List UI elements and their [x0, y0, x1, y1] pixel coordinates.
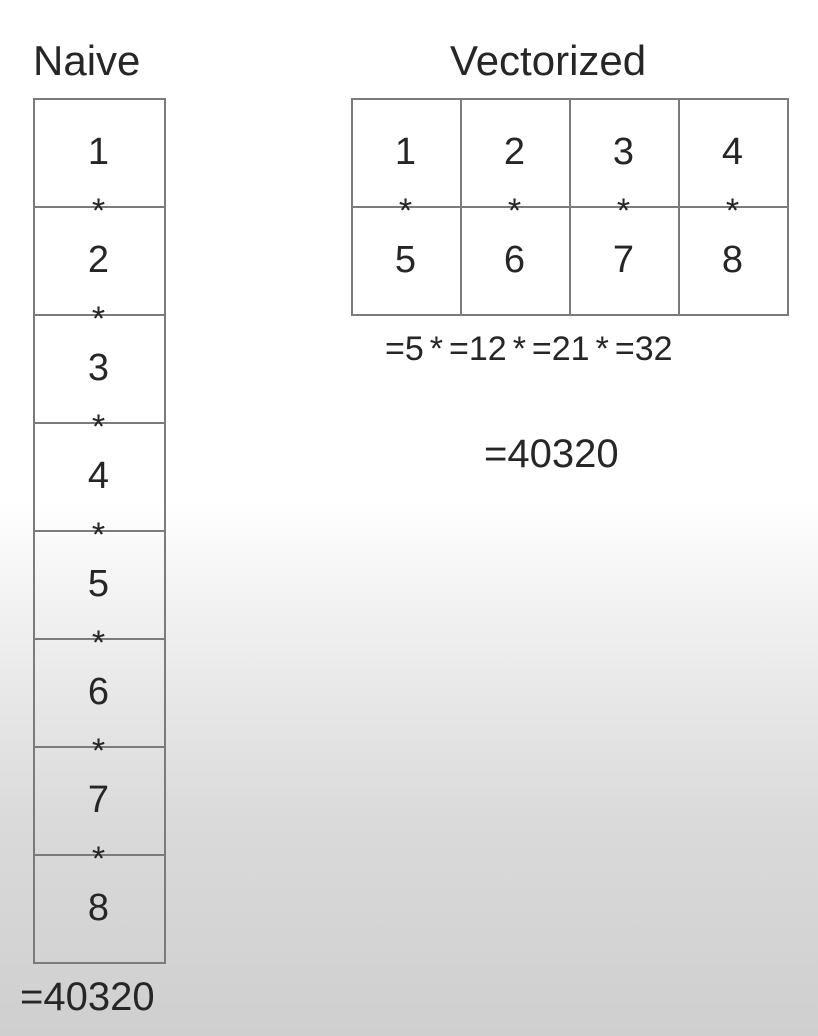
vector-col-divider	[351, 98, 353, 314]
naive-result: =40320	[20, 975, 155, 1019]
vector-bottom-value-5: 5	[394, 239, 417, 281]
partial-operator-1: *	[429, 330, 443, 368]
naive-operator: *	[91, 840, 106, 878]
vector-col-divider	[460, 98, 462, 314]
naive-value-8: 8	[87, 887, 110, 929]
partial-product-3: =21	[531, 330, 590, 368]
vector-bottom-value-6: 6	[503, 239, 526, 281]
naive-operator: *	[91, 732, 106, 770]
naive-value-7: 7	[87, 779, 110, 821]
naive-border-top	[33, 98, 166, 100]
vector-border-bottom	[351, 314, 789, 316]
vector-top-value-3: 3	[612, 131, 635, 173]
vector-bottom-value-8: 8	[721, 239, 744, 281]
naive-operator: *	[91, 624, 106, 662]
naive-value-4: 4	[87, 455, 110, 497]
naive-operator: *	[91, 516, 106, 554]
vector-col-divider	[787, 98, 789, 314]
partial-product-4: =32	[614, 330, 673, 368]
partial-product-1: =5	[385, 330, 424, 368]
naive-operator: *	[91, 408, 106, 446]
vector-top-value-1: 1	[394, 131, 417, 173]
vector-operator: *	[616, 192, 631, 230]
partial-operator-2: *	[512, 330, 526, 368]
naive-operator: *	[91, 192, 106, 230]
naive-border-bottom	[33, 962, 166, 964]
partial-operator-3: *	[595, 330, 609, 368]
naive-operator: *	[91, 300, 106, 338]
vector-operator: *	[507, 192, 522, 230]
naive-value-1: 1	[87, 131, 110, 173]
vector-col-divider	[569, 98, 571, 314]
vector-top-value-2: 2	[503, 131, 526, 173]
naive-value-3: 3	[87, 347, 110, 389]
naive-title: Naive	[33, 37, 141, 84]
vector-top-value-4: 4	[721, 131, 744, 173]
naive-value-2: 2	[87, 239, 110, 281]
vector-operator: *	[725, 192, 740, 230]
vectorized-partial-products	[385, 332, 673, 366]
vectorized-result: =40320	[484, 432, 619, 476]
vectorized-title: Vectorized	[450, 37, 647, 84]
vector-col-divider	[678, 98, 680, 314]
vector-bottom-value-7: 7	[612, 239, 635, 281]
partial-product-2: =12	[449, 330, 507, 368]
naive-value-6: 6	[87, 671, 110, 713]
vector-operator: *	[398, 192, 413, 230]
naive-value-5: 5	[87, 563, 110, 605]
